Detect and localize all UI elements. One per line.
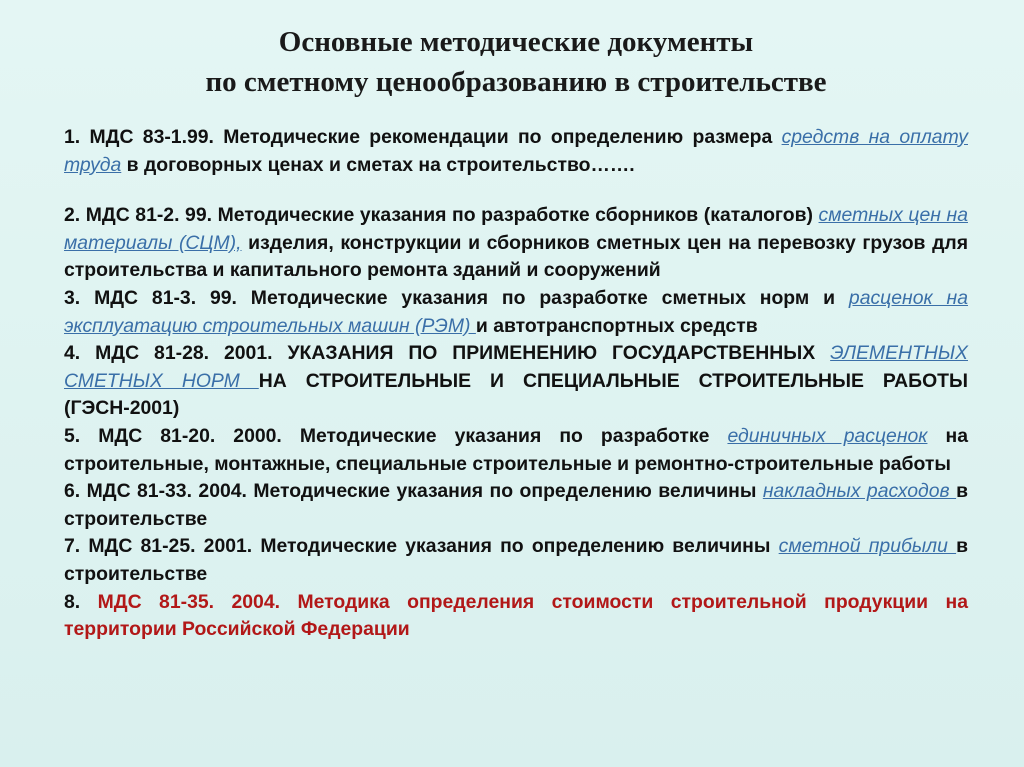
item-text-end: НА СТРОИТЕЛЬНЫЕ И СПЕЦИАЛЬНЫЕ СТРОИТЕЛЬНЫЕ РАБОТЫ (ГЭСН-2001) [64,369,968,420]
item-link[interactable]: расценок на эксплуатацию строительных машин (РЭМ) [64,286,968,337]
item-number: 7. [64,535,89,558]
item-text: МДС 81-20. 2000. Методические указания по разработке [98,424,728,447]
item-number: 5. [64,424,99,447]
title-line-2: по сметному ценообразованию в строительстве [205,66,827,98]
item-link[interactable]: средств на оплату труда [64,126,968,176]
item-text-end: изделия, конструкции и сборников сметных цен на перевозку грузов для строительства и капитального ремонта зданий и сооружений [64,231,969,282]
item-link[interactable]: сметной прибыли [778,535,957,558]
list-item-8 [64,589,968,644]
list-item-6 [64,478,968,533]
item-text-end: на строительные, монтажные, специальные строительные и ремонтно-строительные работы [64,424,969,475]
item-text: МДС 81-3. 99. Методические указания по разработке сметных норм и [94,286,849,309]
list-item-5 [64,423,968,478]
item-link[interactable]: сметных цен на материалы (СЦМ), [64,204,968,254]
document-list [64,124,968,644]
item-text: МДС 81-35. 2004. Методика определения стоимости строительной продукции на территории Российской Федерации [64,590,968,641]
list-item-3 [64,285,968,340]
item-text-end: в договорных ценах и сметах на строительство……. [121,153,635,176]
list-item-2 [64,202,968,285]
item-number: 3. [64,286,95,309]
item-link[interactable]: единичных расценок [727,424,928,447]
list-item-1 [64,124,968,179]
item-number: 4. [64,342,96,365]
page-title [64,20,968,102]
list-item-4 [64,340,968,423]
item-text: МДС 83-1.99. Методические рекомендации по определению размера [89,126,782,148]
item-number: 6. [64,480,87,503]
item-text: МДС 81-25. 2001. Методические указания по определению величины [88,535,779,558]
item-text: МДС 81-28. 2001. УКАЗАНИЯ ПО ПРИМЕНЕНИЮ ГОСУДАРСТВЕННЫХ [95,342,831,365]
item-text-end: в строительстве [64,480,969,530]
item-link[interactable]: накладных расходов [762,480,957,503]
item-number: 2. [64,204,86,227]
item-number: 8. [64,590,98,613]
item-link[interactable]: ЭЛЕМЕНТНЫХ СМЕТНЫХ НОРМ [64,342,968,392]
item-text: МДС 81-2. 99. Методические указания по разработке сборников (каталогов) [85,204,819,227]
title-line-1: Основные методические документы [278,26,754,58]
item-text-end: в строительстве [64,535,969,585]
item-text: МДС 81-33. 2004. Методические указания по определению величины [86,480,763,503]
item-text-end: и автотранспортных средств [475,314,758,337]
list-item-7 [64,533,968,588]
item-number: 1. [64,126,90,148]
